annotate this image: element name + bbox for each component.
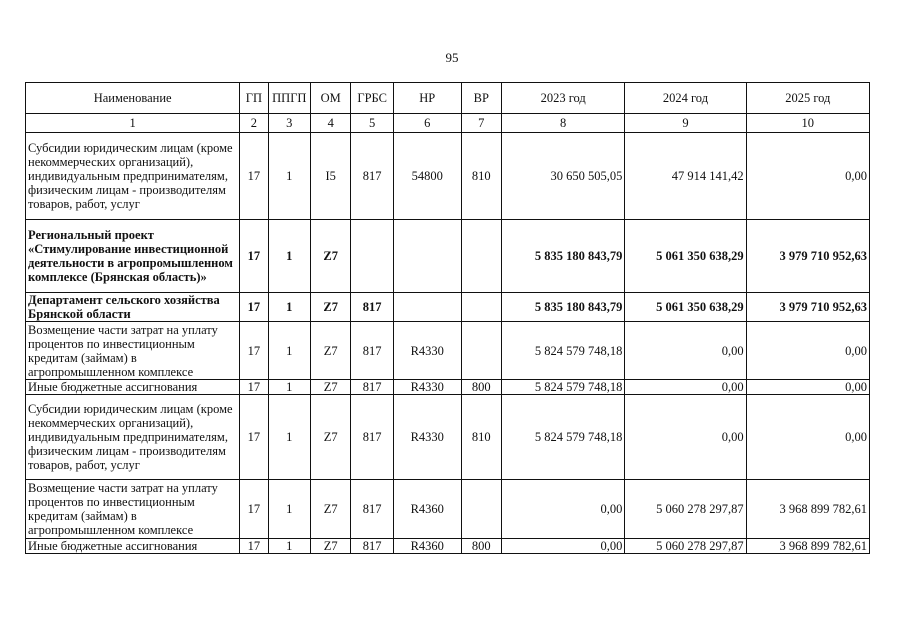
row-amount-2024: 0,00 (625, 380, 746, 395)
row-grbs: 817 (351, 133, 393, 220)
row-om: Z7 (311, 322, 351, 380)
row-ppgp: 1 (268, 539, 310, 554)
row-amount-2025: 3 979 710 952,63 (746, 293, 869, 322)
column-number-row (26, 114, 870, 133)
row-ppgp: 1 (268, 380, 310, 395)
row-ppgp: 1 (268, 293, 310, 322)
row-vr (461, 322, 501, 380)
table-header-row (26, 83, 870, 114)
row-amount-2025: 3 968 899 782,61 (746, 480, 869, 539)
row-vr (461, 293, 501, 322)
row-ppgp: 1 (268, 133, 310, 220)
row-amount-2023: 5 824 579 748,18 (502, 395, 625, 480)
row-nr (393, 293, 461, 322)
table-row (26, 220, 870, 293)
table-row (26, 133, 870, 220)
column-header-ppgp: ППГП (268, 83, 310, 114)
row-grbs (351, 220, 393, 293)
column-header-gp: ГП (240, 83, 268, 114)
row-gp: 17 (240, 133, 268, 220)
row-name: Иные бюджетные ассигнования (26, 539, 240, 554)
row-gp: 17 (240, 380, 268, 395)
row-amount-2025: 0,00 (746, 133, 869, 220)
row-name: Субсидии юридическим лицам (кроме некоммерческих организаций), индивидуальным предпринимателям, физическим лицам - производителям товаров, работ, услуг (26, 133, 240, 220)
column-number: 1 (26, 114, 240, 133)
row-amount-2025: 3 968 899 782,61 (746, 539, 869, 554)
row-gp: 17 (240, 220, 268, 293)
row-name: Департамент сельского хозяйства Брянской области (26, 293, 240, 322)
row-om: I5 (311, 133, 351, 220)
row-gp: 17 (240, 322, 268, 380)
table-row (26, 395, 870, 480)
row-nr: R4330 (393, 322, 461, 380)
row-amount-2024: 47 914 141,42 (625, 133, 746, 220)
row-amount-2025: 0,00 (746, 380, 869, 395)
row-gp: 17 (240, 480, 268, 539)
row-grbs: 817 (351, 322, 393, 380)
row-amount-2024: 0,00 (625, 322, 746, 380)
table-row (26, 539, 870, 554)
column-header-name: Наименование (26, 83, 240, 114)
row-amount-2023: 0,00 (502, 539, 625, 554)
column-header-2023: 2023 год (502, 83, 625, 114)
budget-table (25, 82, 870, 554)
row-amount-2024: 0,00 (625, 395, 746, 480)
table-row (26, 322, 870, 380)
row-vr: 800 (461, 539, 501, 554)
row-nr (393, 220, 461, 293)
row-om: Z7 (311, 395, 351, 480)
table-row (26, 480, 870, 539)
row-amount-2024: 5 061 350 638,29 (625, 293, 746, 322)
column-number: 9 (625, 114, 746, 133)
row-amount-2025: 0,00 (746, 395, 869, 480)
row-grbs: 817 (351, 380, 393, 395)
column-header-om: ОМ (311, 83, 351, 114)
column-number: 4 (311, 114, 351, 133)
row-amount-2024: 5 061 350 638,29 (625, 220, 746, 293)
row-name: Возмещение части затрат на уплату процентов по инвестиционным кредитам (займам) в агропромышленном комплексе (26, 322, 240, 380)
row-grbs: 817 (351, 395, 393, 480)
column-number: 6 (393, 114, 461, 133)
table-row (26, 380, 870, 395)
row-amount-2023: 5 835 180 843,79 (502, 220, 625, 293)
row-amount-2024: 5 060 278 297,87 (625, 539, 746, 554)
column-header-vr: ВР (461, 83, 501, 114)
row-vr (461, 220, 501, 293)
row-nr: R4330 (393, 395, 461, 480)
row-vr: 800 (461, 380, 501, 395)
row-nr: 54800 (393, 133, 461, 220)
column-number: 10 (746, 114, 869, 133)
row-om: Z7 (311, 220, 351, 293)
row-om: Z7 (311, 480, 351, 539)
row-gp: 17 (240, 395, 268, 480)
row-ppgp: 1 (268, 480, 310, 539)
row-name: Субсидии юридическим лицам (кроме некоммерческих организаций), индивидуальным предпринимателям, физическим лицам - производителям товаров, работ, услуг (26, 395, 240, 480)
page-number: 95 (445, 50, 459, 65)
column-header-grbs: ГРБС (351, 83, 393, 114)
row-amount-2023: 5 835 180 843,79 (502, 293, 625, 322)
row-ppgp: 1 (268, 395, 310, 480)
row-vr (461, 480, 501, 539)
column-header-nr: НР (393, 83, 461, 114)
row-grbs: 817 (351, 480, 393, 539)
row-ppgp: 1 (268, 220, 310, 293)
column-header-2025: 2025 год (746, 83, 869, 114)
column-number: 8 (502, 114, 625, 133)
row-om: Z7 (311, 539, 351, 554)
row-amount-2023: 0,00 (502, 480, 625, 539)
row-ppgp: 1 (268, 322, 310, 380)
row-name: Возмещение части затрат на уплату процентов по инвестиционным кредитам (займам) в агропромышленном комплексе (26, 480, 240, 539)
column-number: 2 (240, 114, 268, 133)
column-number: 3 (268, 114, 310, 133)
row-amount-2025: 0,00 (746, 322, 869, 380)
row-om: Z7 (311, 380, 351, 395)
row-amount-2025: 3 979 710 952,63 (746, 220, 869, 293)
column-number: 7 (461, 114, 501, 133)
row-grbs: 817 (351, 539, 393, 554)
column-header-2024: 2024 год (625, 83, 746, 114)
row-om: Z7 (311, 293, 351, 322)
row-vr: 810 (461, 395, 501, 480)
row-gp: 17 (240, 539, 268, 554)
row-amount-2023: 30 650 505,05 (502, 133, 625, 220)
column-number: 5 (351, 114, 393, 133)
row-nr: R4360 (393, 539, 461, 554)
row-amount-2023: 5 824 579 748,18 (502, 380, 625, 395)
row-amount-2024: 5 060 278 297,87 (625, 480, 746, 539)
row-gp: 17 (240, 293, 268, 322)
row-name: Иные бюджетные ассигнования (26, 380, 240, 395)
row-vr: 810 (461, 133, 501, 220)
row-nr: R4360 (393, 480, 461, 539)
row-nr: R4330 (393, 380, 461, 395)
table-row (26, 293, 870, 322)
row-amount-2023: 5 824 579 748,18 (502, 322, 625, 380)
row-name: Региональный проект «Стимулирование инвестиционной деятельности в агропромышленном комплексе (Брянская область)» (26, 220, 240, 293)
row-grbs: 817 (351, 293, 393, 322)
